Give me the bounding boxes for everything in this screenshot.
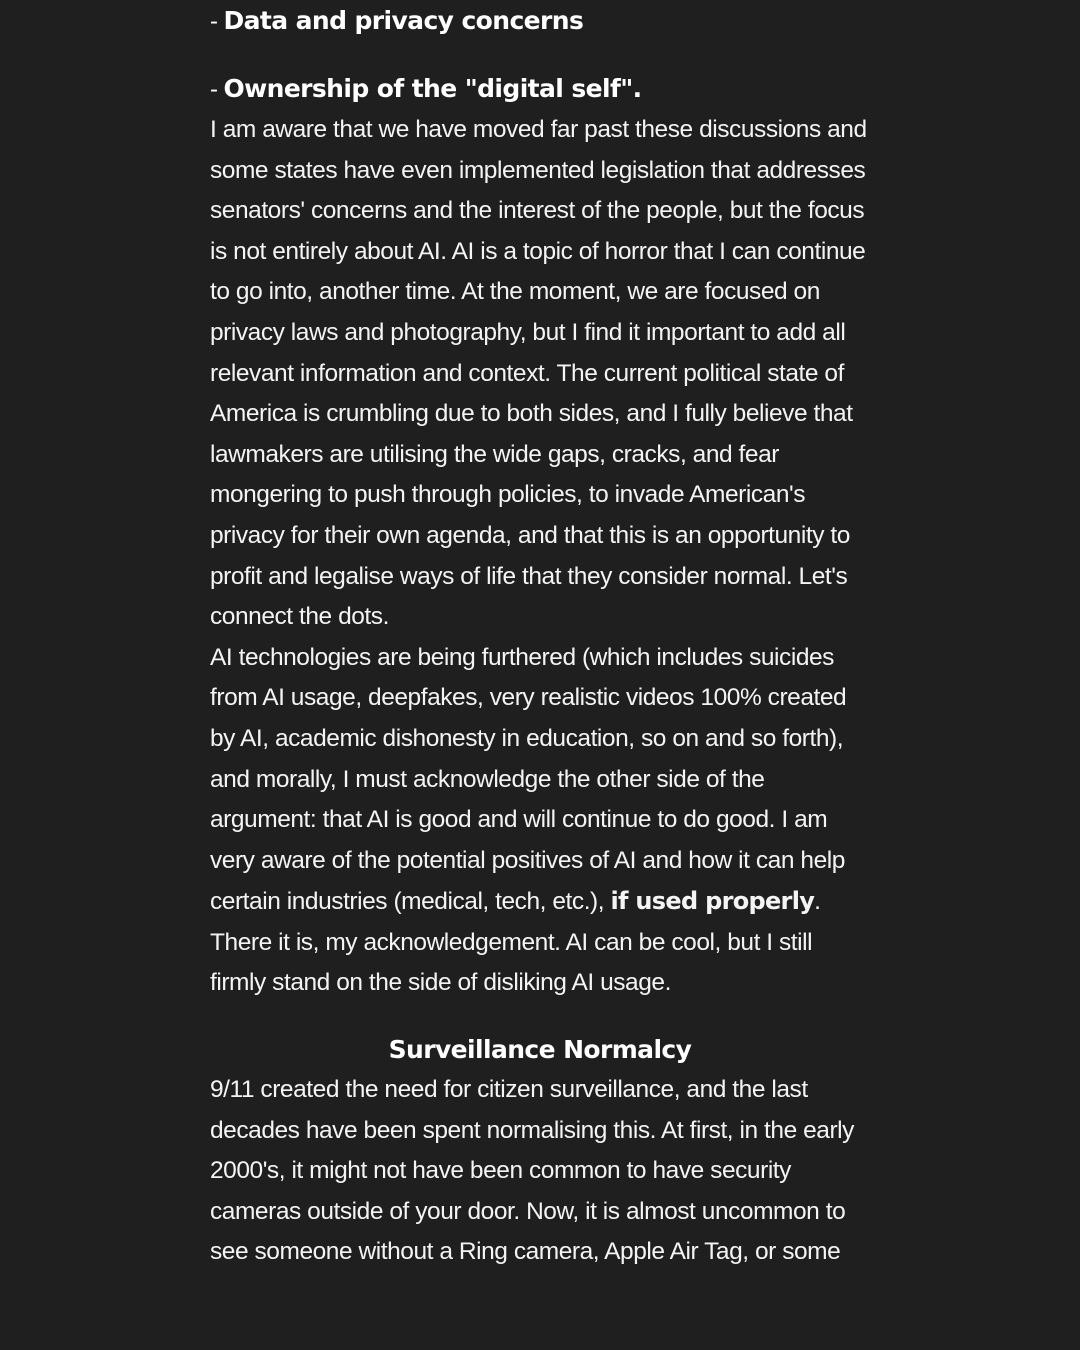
paragraph-text: AI technologies are being furthered (which includes suicides from AI usage, deepfakes, very realistic videos 100% created by AI, academic dishonesty in education, so on and so forth), and morally, I must acknowledge the other side of the argument: that AI is good and will continue to do good. I am very aware of the potential positives of AI and how it can help certain industries (medical, tech, etc.), [210,643,847,916]
article-body [210,0,870,1273]
bullet-dash: - [210,8,224,35]
bullet-item-data-privacy [210,1,870,42]
bullet-text: Ownership of the "digital self". [223,74,642,103]
paragraph-surveillance: 9/11 created the need for citizen surveillance, and the last decades have been spent normalising this. At first, in the early 2000's, it might not have been common to have security cameras outside of your door. Now, it is almost uncommon to see someone without a Ring camera, Apple Air Tag, or some [210,1076,854,1266]
section-heading: Surveillance Normalcy [388,1035,692,1065]
paragraph-ai-technologies [210,638,870,1004]
bullet-dash: - [210,76,224,103]
paragraph-text: . There it is, my acknowledgement. AI can be cool, but I still firmly stand on the side of disliking AI usage. [210,888,821,997]
emphasis-text: if used properly [610,887,815,916]
bullet-item-digital-self [210,69,870,110]
paragraph-awareness: I am aware that we have moved far past these discussions and some states have even implemented legislation that addresses senators' concerns and the interest of the people, but the focus is not entirely about AI. AI is a topic of horror that I can continue to go into, another time. At the moment, we are focused on privacy laws and photography, but I find it important to add all relevant information and context. The current political state of America is crumbling due to both sides, and I fully believe that lawmakers are utilising the wide gaps, cracks, and fear mongering to push through policies, to invade American's privacy for their own agenda, and that this is an opportunity to profit and legalise ways of life that they consider normal. Let's connect the dots. [210,116,867,631]
bullet-text: Data and privacy concerns [223,6,584,35]
